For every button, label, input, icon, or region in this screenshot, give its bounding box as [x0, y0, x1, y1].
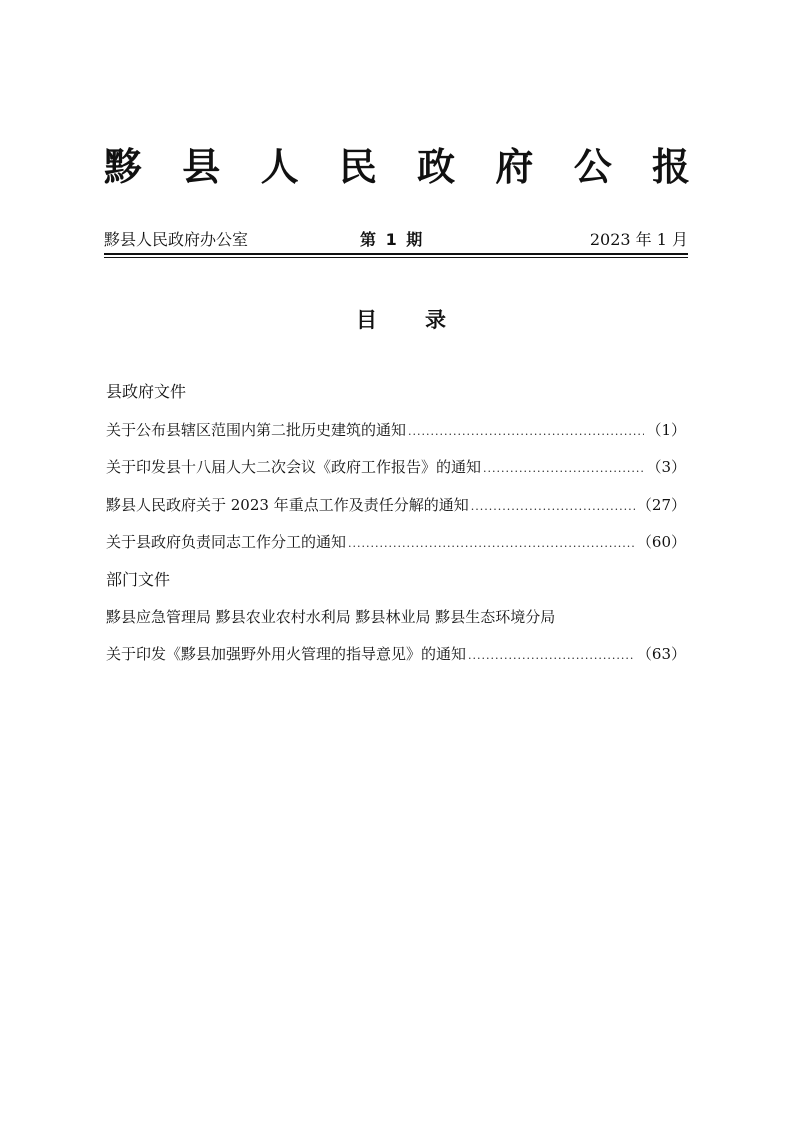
header-rule-thin	[104, 257, 688, 258]
title-char: 政	[417, 145, 456, 189]
dot-leader	[471, 496, 635, 518]
dot-leader	[468, 645, 635, 667]
toc-entry-title: 关于印发《黟县加强野外用火管理的指导意见》的通知	[106, 645, 467, 663]
toc-entry[interactable]	[106, 531, 686, 553]
toc-entry-page: （3）	[646, 458, 686, 476]
title-char: 人	[260, 145, 299, 189]
title-char: 府	[495, 145, 534, 189]
section-title-department-documents: 部门文件	[106, 570, 171, 589]
toc-heading-char: 录	[425, 308, 446, 332]
title-char: 公	[573, 145, 612, 189]
issue-date: 2023 年 1 月	[589, 230, 688, 249]
bulletin-title	[104, 142, 690, 192]
title-char: 民	[338, 145, 377, 189]
header-rule-thick	[104, 253, 688, 255]
toc-entry-page: （60）	[636, 533, 686, 551]
toc-entry[interactable]	[106, 419, 686, 441]
toc-entry-title: 关于公布县辖区范围内第二批历史建筑的通知	[106, 421, 407, 439]
issuing-office: 黟县人民政府办公室	[104, 230, 249, 249]
toc-entry-page: （63）	[636, 645, 686, 663]
issue-number: 第 1 期	[360, 230, 423, 249]
toc-heading	[356, 306, 446, 334]
toc-entry-page: （1）	[646, 421, 686, 439]
toc-entry-page: （27）	[636, 496, 686, 514]
issuing-departments: 黟县应急管理局 黟县农业农村水利局 黟县林业局 黟县生态环境分局	[106, 608, 556, 626]
issue-line	[104, 228, 688, 252]
toc-entry[interactable]	[106, 494, 686, 516]
dot-leader	[348, 533, 635, 555]
toc-heading-char: 目	[356, 308, 377, 332]
title-char: 黟	[104, 145, 143, 189]
section-title-county-documents: 县政府文件	[106, 382, 187, 401]
dot-leader	[483, 458, 644, 480]
toc-entry-title: 黟县人民政府关于 2023 年重点工作及责任分解的通知	[106, 496, 469, 514]
title-char: 县	[182, 145, 221, 189]
dot-leader	[408, 421, 644, 443]
toc-entry[interactable]	[106, 643, 686, 665]
toc-entry-title: 关于县政府负责同志工作分工的通知	[106, 533, 347, 551]
title-char: 报	[651, 145, 690, 189]
toc-entry[interactable]	[106, 456, 686, 478]
toc-entry-title: 关于印发县十八届人大二次会议《政府工作报告》的通知	[106, 458, 482, 476]
